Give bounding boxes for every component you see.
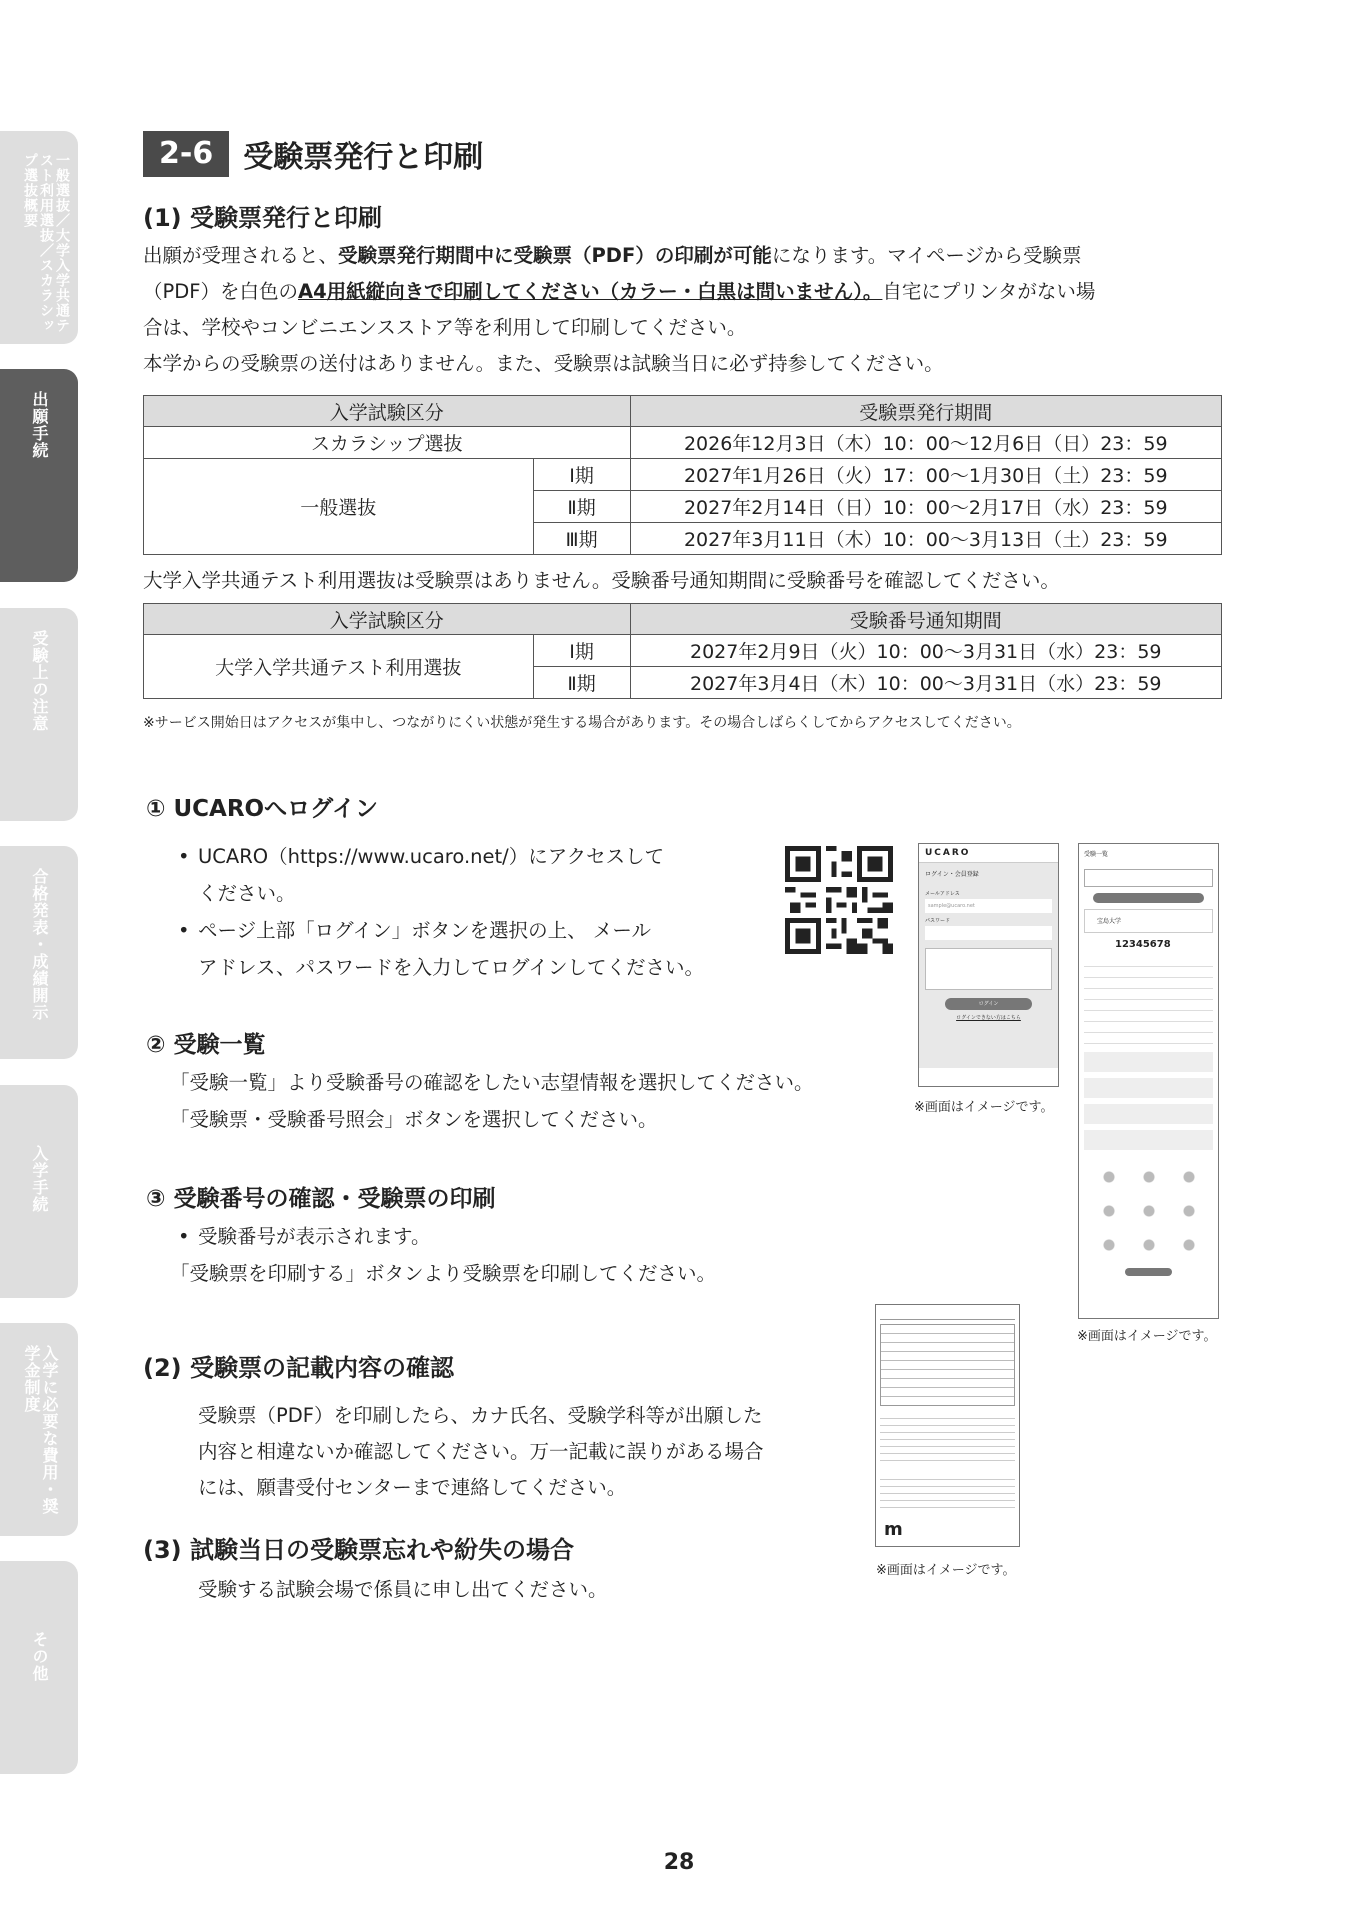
list-item: • ページ上部「ログイン」ボタンを選択の上、 メール bbox=[174, 912, 651, 949]
step3-list bbox=[174, 1218, 430, 1255]
side-tab-label: その他 bbox=[30, 1631, 49, 1682]
list-item: 「受験票を印刷する」ボタンより受験票を印刷してください。 bbox=[170, 1262, 717, 1285]
side-tab-fees[interactable] bbox=[0, 1323, 78, 1536]
exam-ticket-image: m bbox=[875, 1304, 1020, 1547]
notice-box bbox=[925, 948, 1052, 990]
screen-title: 受験一覧 bbox=[1084, 851, 1109, 858]
step3-list-b bbox=[170, 1255, 716, 1292]
caption-3: ※画面はイメージです。 bbox=[876, 1563, 1016, 1578]
email-field[interactable]: sample@ucaro.net bbox=[925, 899, 1052, 913]
side-tab-results[interactable] bbox=[0, 846, 78, 1059]
side-tab-enrollment[interactable] bbox=[0, 1085, 78, 1298]
side-tab-label: 出願手続 bbox=[30, 391, 49, 459]
list-item: 「受験票・受験番号照会」ボタンを選択してください。 bbox=[170, 1108, 658, 1131]
step1-list bbox=[174, 838, 664, 875]
list-item: • 受験番号が表示されます。 bbox=[174, 1218, 430, 1255]
screen-logo: UCARO bbox=[919, 844, 1058, 863]
list-item: アドレス、パスワードを入力してログインしてください。 bbox=[198, 956, 705, 979]
section-title: 受験票発行と印刷 bbox=[243, 140, 484, 175]
exam-list-screen-image bbox=[1078, 843, 1219, 1319]
list-item: • UCARO（https://www.ucaro.net/）にアクセスして bbox=[174, 838, 664, 875]
sub1-heading: (1) 受験票発行と印刷 bbox=[143, 204, 382, 232]
sub3-heading: (3) 試験当日の受験票忘れや紛失の場合 bbox=[143, 1536, 574, 1564]
sub3-body: 受験する試験会場で係員に申し出てください。 bbox=[198, 1578, 608, 1601]
section-header bbox=[143, 131, 483, 177]
qr-code-icon[interactable] bbox=[785, 846, 893, 954]
service-note: ※サービス開始日はアクセスが集中し、つながりにくい状態が発生する場合があります。その場合しばらくしてからアクセスしてください。 bbox=[143, 715, 1021, 731]
login-help-link[interactable]: ログインできない方はこちら bbox=[956, 1015, 1021, 1021]
side-tab-overview[interactable] bbox=[0, 131, 78, 344]
list-item: 「受験一覧」より受験番号の確認をしたい志望情報を選択してください。 bbox=[170, 1071, 814, 1094]
step1-list-b-cont bbox=[198, 949, 704, 986]
exam-number: 12345678 bbox=[1115, 939, 1171, 950]
screen-title: ログイン・会員登録 bbox=[925, 871, 979, 878]
sub1-body: 出願が受理されると、受験票発行期間中に受験票（PDF）の印刷が可能になります。マイページから受験票 （PDF）を白色のA4用紙縦向きで印刷してください（カラー・白黒は問いません）。自宅にプリンタがない場 合は、学校やコンビニエンスストア等を利用して印刷してください。 本学からの受験票の送付はありません。また、受験票は試験当日に必ず持参してください。 bbox=[143, 244, 1096, 375]
between-text: 大学入学共通テスト利用選抜は受験票はありません。受験番号通知期間に受験番号を確認してください。 bbox=[143, 569, 1060, 592]
side-tab-label: 一般選抜／大学入学共通テスト利用選抜／スカラシップ選抜概要 bbox=[22, 153, 70, 333]
side-tab-exam-notes[interactable] bbox=[0, 608, 78, 821]
login-screen-image: UCARO ログイン・会員登録 メールアドレス sample@ucaro.net パスワード ログイン ログインできない方はこちら bbox=[918, 843, 1059, 1087]
side-tab-other[interactable] bbox=[0, 1561, 78, 1774]
side-tab-application[interactable] bbox=[0, 369, 78, 582]
step1-list-cont bbox=[198, 875, 296, 912]
step2-list bbox=[170, 1064, 814, 1138]
step3-heading: ③ 受験番号の確認・受験票の印刷 bbox=[146, 1186, 496, 1212]
school-name: 宝島大学 bbox=[1097, 918, 1122, 925]
side-tab-label: 合格発表・成績開示 bbox=[30, 868, 49, 1021]
ticket-period-table: 入学試験区分 受験票発行期間 スカラシップ選抜 2026年12月3日（木）10：00～12月6日（日）23：59 一般選抜 Ⅰ期 2027年1月26日（火）17：00～1月30日（土）23：59 Ⅱ期 2027年2月14日（日）10：00～2月17日（水）23：59 Ⅲ期 2027年3月11日（木）10：00～3月13日（土）23：59 bbox=[143, 395, 1222, 555]
side-tab-label: 入学手続 bbox=[30, 1145, 49, 1213]
sub2-body: 受験票（PDF）を印刷したら、カナ氏名、受験学科等が出願した 内容と相違ないか確認してください。万一記載に誤りがある場合 には、願書受付センターまで連絡してください。 bbox=[198, 1404, 764, 1499]
step2-heading: ② 受験一覧 bbox=[146, 1032, 266, 1058]
password-field[interactable] bbox=[925, 926, 1052, 940]
step1-list-b bbox=[174, 912, 651, 949]
step1-heading: ① UCAROへログイン bbox=[146, 796, 378, 822]
exam-number-period-table: 入学試験区分 受験番号通知期間 大学入学共通テスト利用選抜 Ⅰ期 2027年2月9日（火）10：00～3月31日（水）23：59 Ⅱ期 2027年3月4日（木）10：00～3月31日（水）23：59 bbox=[143, 603, 1222, 699]
sub2-heading: (2) 受験票の記載内容の確認 bbox=[143, 1354, 454, 1382]
caption-1: ※画面はイメージです。 bbox=[914, 1100, 1054, 1115]
page-number: 28 bbox=[663, 1850, 695, 1875]
side-tab-label: 受験上の注意 bbox=[30, 630, 49, 732]
list-item: ください。 bbox=[198, 882, 296, 905]
login-button[interactable]: ログイン bbox=[945, 998, 1032, 1010]
caption-2: ※画面はイメージです。 bbox=[1077, 1329, 1217, 1344]
side-tab-label: 入学に必要な費用・奨学金制度 bbox=[22, 1345, 59, 1515]
section-number: 2-6 bbox=[143, 131, 229, 177]
